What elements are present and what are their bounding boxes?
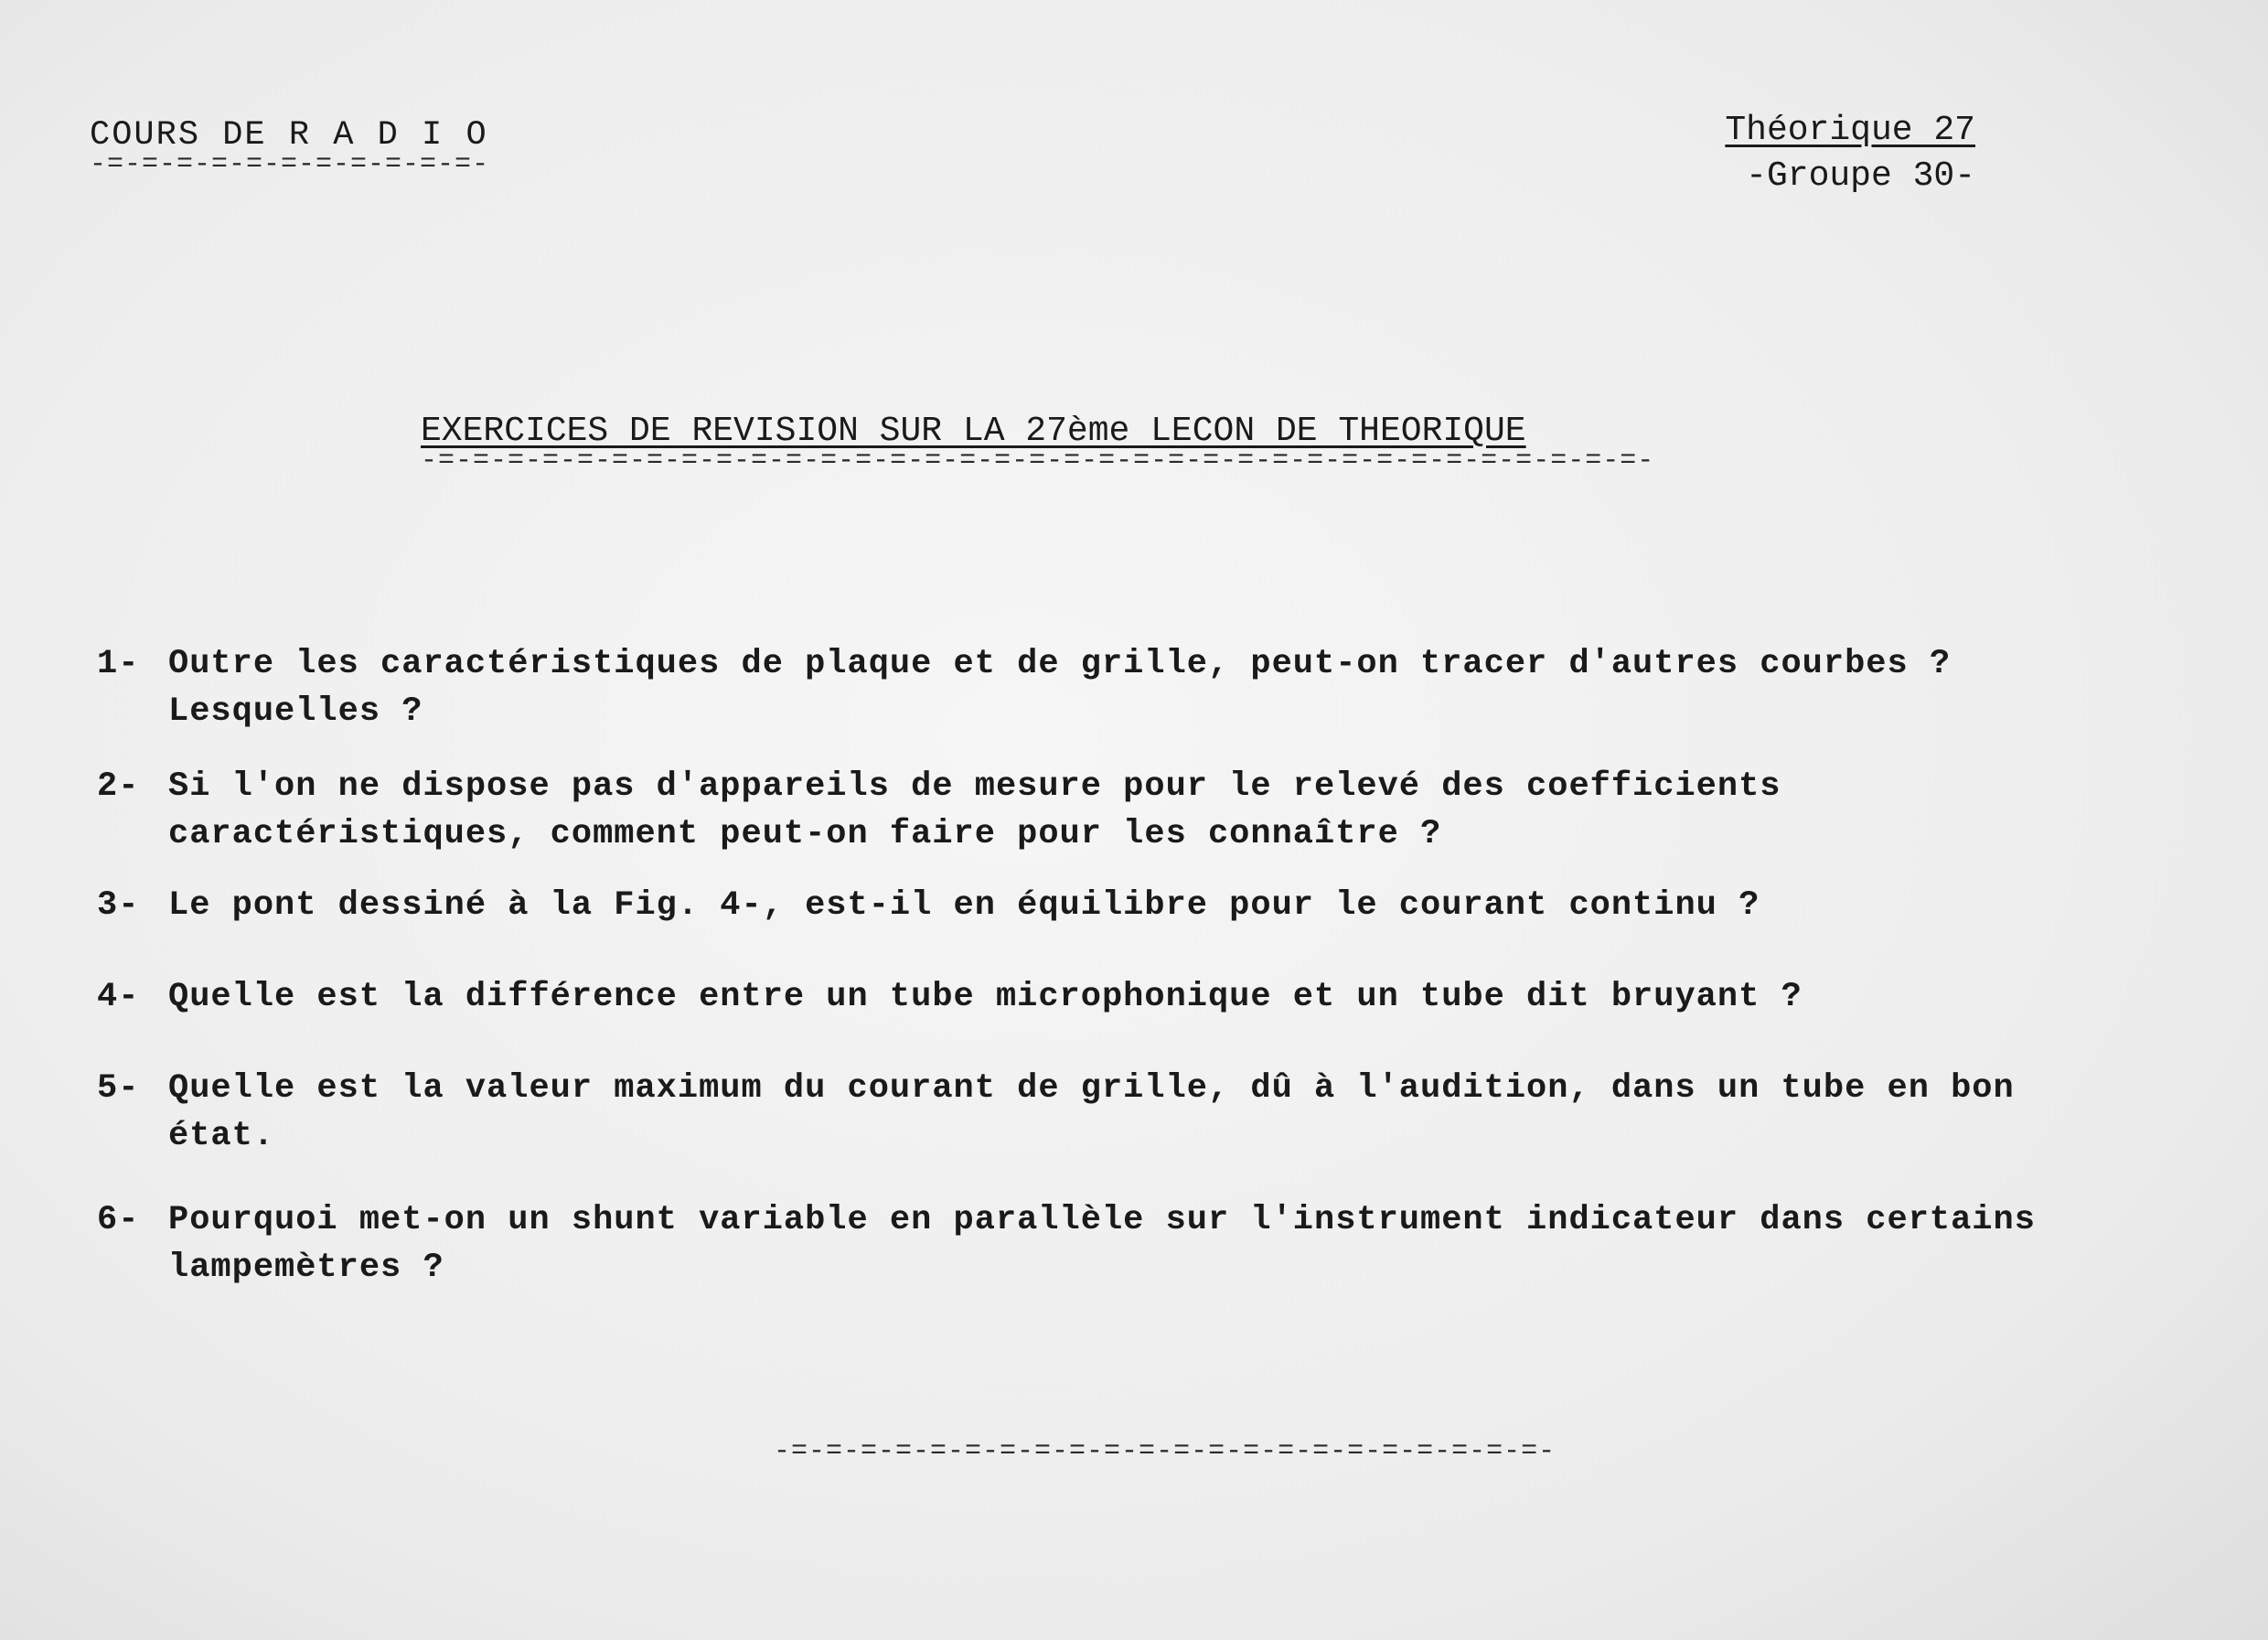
course-title: COURS DE R A D I O (90, 116, 488, 155)
lesson-number: Théorique 27 (1725, 111, 1975, 150)
course-title-rule: -=-=-=-=-=-=-=-=-=-=-=- (90, 154, 490, 176)
course-header (90, 117, 489, 176)
question-number: 4- (97, 978, 140, 1016)
footer-rule: -=-=-=-=-=-=-=-=-=-=-=-=-=-=-=-=-=-=-=-=-=-=- (774, 1441, 1557, 1463)
page-title-rule: -=-=-=-=-=-=-=-=-=-=-=-=-=-=-=-=-=-=-=-=-=-=-=-=-=-=-=-=-=-=-=-=-=-=-=- (421, 450, 1655, 472)
question-text: Quelle est la différence entre un tube microphonique et un tube dit bruyant ? (168, 978, 1803, 1016)
question-item (97, 640, 2036, 735)
question-item (97, 763, 2036, 858)
question-number: 2- (97, 767, 140, 806)
question-text: Le pont dessiné à la Fig. 4-, est-il en équilibre pour le courant continu ? (168, 886, 1760, 925)
question-text: Quelle est la valeur maximum du courant de grille, dû à l'audition, dans un tube en bon état. (168, 1069, 2015, 1155)
page-title: EXERCICES DE REVISION SUR LA 27ème LECON DE THEORIQUE (421, 412, 1526, 451)
question-number: 5- (97, 1069, 140, 1108)
group-number: -Groupe 30- (1746, 156, 1975, 196)
question-item (97, 1196, 2036, 1292)
question-item (97, 882, 2036, 929)
question-item (97, 973, 2036, 1021)
lesson-header (1725, 108, 1975, 199)
question-number: 6- (97, 1201, 140, 1239)
question-text: Si l'on ne dispose pas d'appareils de mesure pour le relevé des coefficients caractéristiques, comment peut-on faire pour les connaître ? (168, 767, 1781, 853)
question-number: 3- (97, 886, 140, 925)
question-item (97, 1065, 2036, 1160)
question-list (97, 640, 2036, 1292)
question-text: Pourquoi met-on un shunt variable en parallèle sur l'instrument indicateur dans certains lampemètres ? (168, 1201, 2036, 1287)
question-number: 1- (97, 645, 140, 683)
question-text: Outre les caractéristiques de plaque et de grille, peut-on tracer d'autres courbes ? Lesquelles ? (168, 645, 1952, 731)
